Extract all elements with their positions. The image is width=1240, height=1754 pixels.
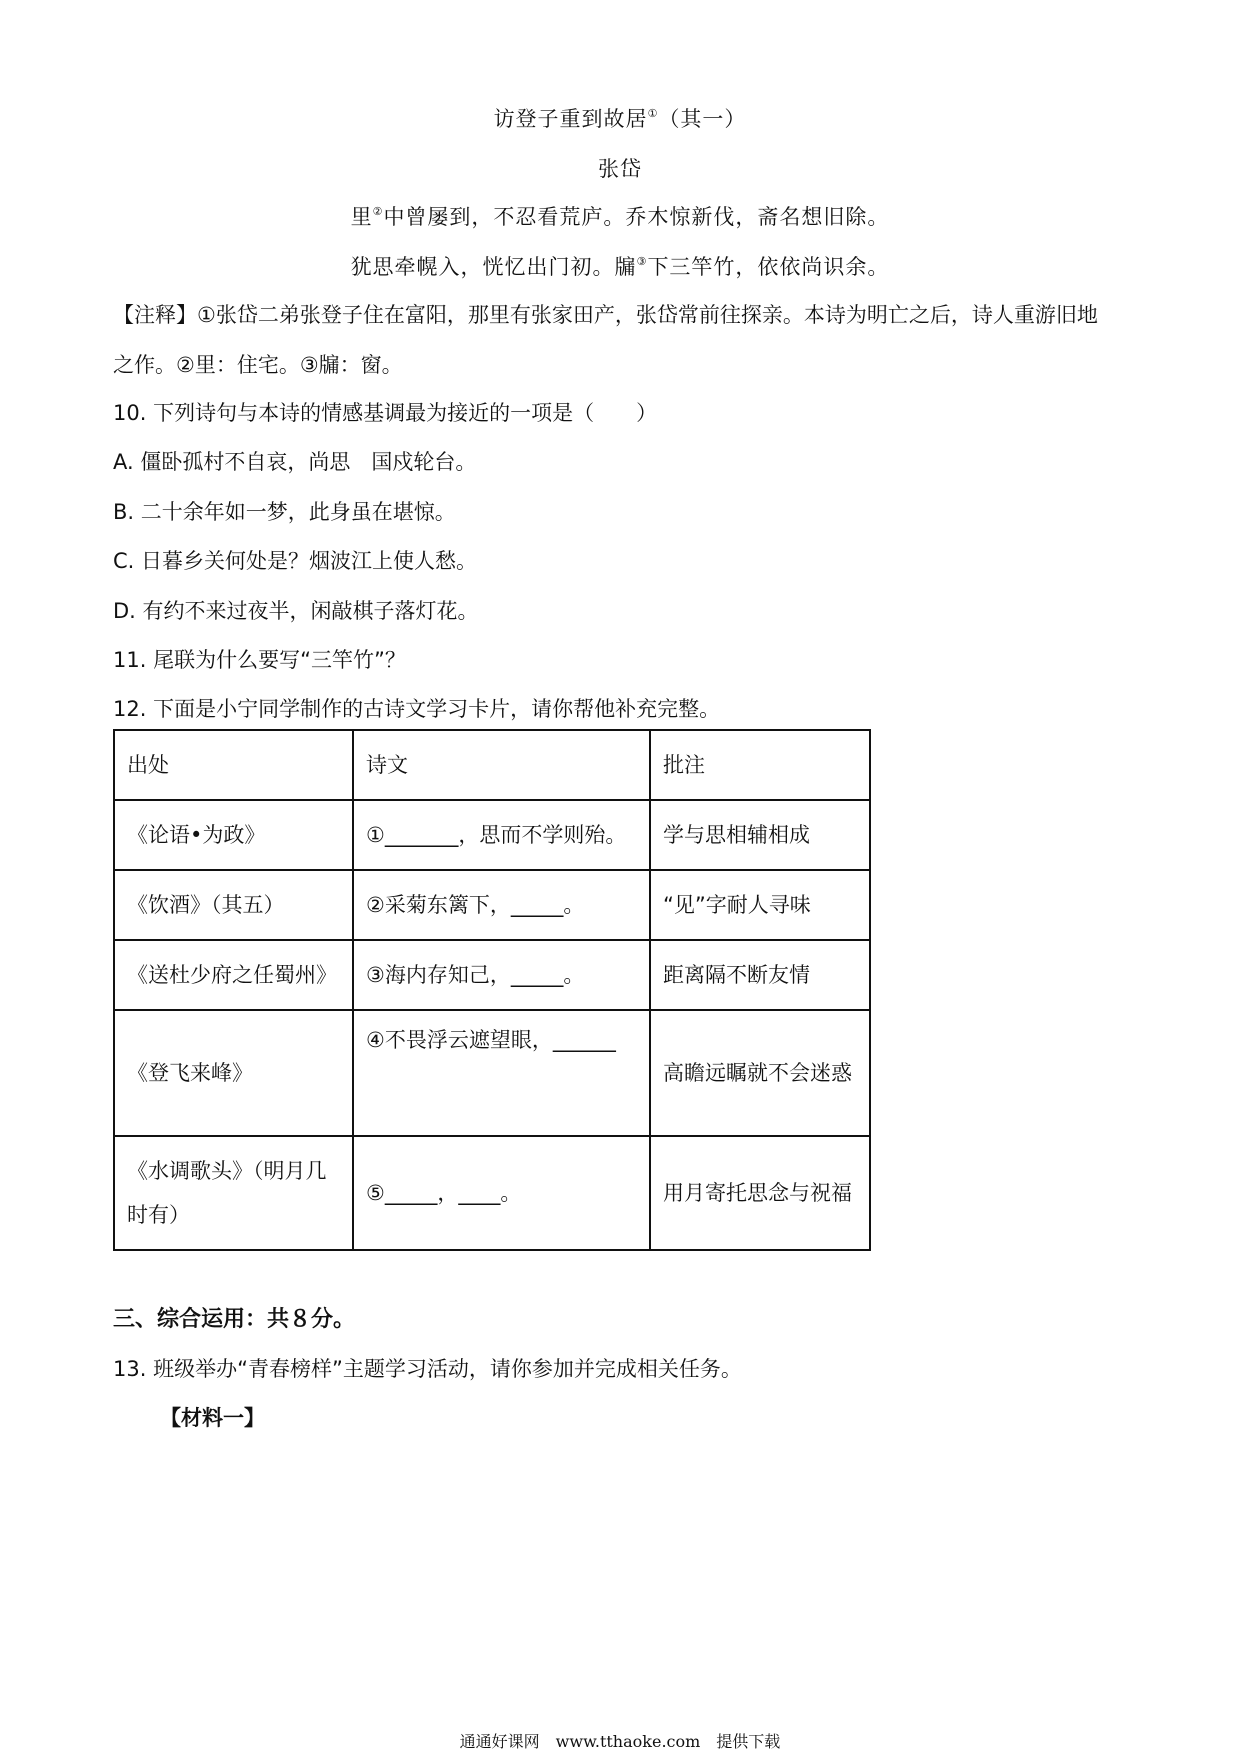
cell-source: 《水调歌头》（明月几时有） [114, 1136, 353, 1250]
notes-line-2: 之作。②里：住宅。③牖：窗。 [113, 353, 403, 377]
cell-annotation: 高瞻远瞩就不会迷惑 [650, 1010, 870, 1136]
question-11-stem: 11. 尾联为什么要写“三竿竹”？ [113, 648, 406, 672]
cell-annotation: 距离隔不断友情 [650, 940, 870, 1010]
table-row [114, 940, 870, 1010]
table-row [114, 1136, 870, 1250]
cell-poem-text: ⑤_____，____。 [353, 1136, 650, 1250]
table-row [114, 870, 870, 940]
header-source: 出处 [114, 730, 353, 800]
cell-annotation: “见”字耐人寻味 [650, 870, 870, 940]
cell-poem-text: ③海内存知己，_____。 [353, 940, 650, 1010]
poem-title: 访登子重到故居①（其一） [493, 107, 747, 131]
material-one-label: 【材料一】 [160, 1406, 265, 1430]
option-b: B. 二十余年如一梦，此身虽在堪惊。 [113, 500, 456, 524]
poem-line-1: 里②中曾屡到，不忍看荒庐。乔木惊新伐，斋名想旧除。 [350, 205, 890, 229]
notes-line-1: 【注释】①张岱二弟张登子住在富阳，那里有张家田产，张岱常前往探亲。本诗为明亡之后，诗人重游旧地 [113, 303, 1098, 327]
table-row [114, 800, 870, 870]
poem-line-2: 犹思牵幌入，恍忆出门初。牖③下三竿竹，依依尚识余。 [350, 255, 890, 279]
cell-source: 《饮酒》（其五） [114, 870, 353, 940]
poem-author: 张岱 [598, 157, 642, 181]
study-card-table [113, 729, 871, 1251]
question-10-stem: 10. 下列诗句与本诗的情感基调最为接近的一项是（ ） [113, 401, 658, 425]
section-3-heading: 三、综合运用：共８分。 [113, 1307, 356, 1332]
option-c: C. 日暮乡关何处是？烟波江上使人愁。 [113, 549, 478, 573]
cell-poem-text: ②采菊东篱下，_____。 [353, 870, 650, 940]
cell-poem-text: ④不畏浮云遮望眼，______ [353, 1010, 650, 1136]
table-header-row [114, 730, 870, 800]
cell-source: 《登飞来峰》 [114, 1010, 353, 1136]
header-poem-text: 诗文 [353, 730, 650, 800]
option-d: D. 有约不来过夜半，闲敲棋子落灯花。 [113, 599, 479, 623]
footer-source: 通通好课网 www.tthaoke.com 提供下载 [459, 1732, 781, 1751]
question-13-stem: 13. 班级举办“青春榜样”主题学习活动，请你参加并完成相关任务。 [113, 1357, 742, 1381]
cell-poem-text: ①_______，思而不学则殆。 [353, 800, 650, 870]
table-row [114, 1010, 870, 1136]
cell-source: 《论语•为政》 [114, 800, 353, 870]
cell-annotation: 用月寄托思念与祝福 [650, 1136, 870, 1250]
question-12-stem: 12. 下面是小宁同学制作的古诗文学习卡片，请你帮他补充完整。 [113, 697, 721, 721]
cell-source: 《送杜少府之任蜀州》 [114, 940, 353, 1010]
header-annotation: 批注 [650, 730, 870, 800]
cell-annotation: 学与思相辅相成 [650, 800, 870, 870]
option-a: A. 僵卧孤村不自哀，尚思 国戍轮台。 [113, 450, 477, 474]
